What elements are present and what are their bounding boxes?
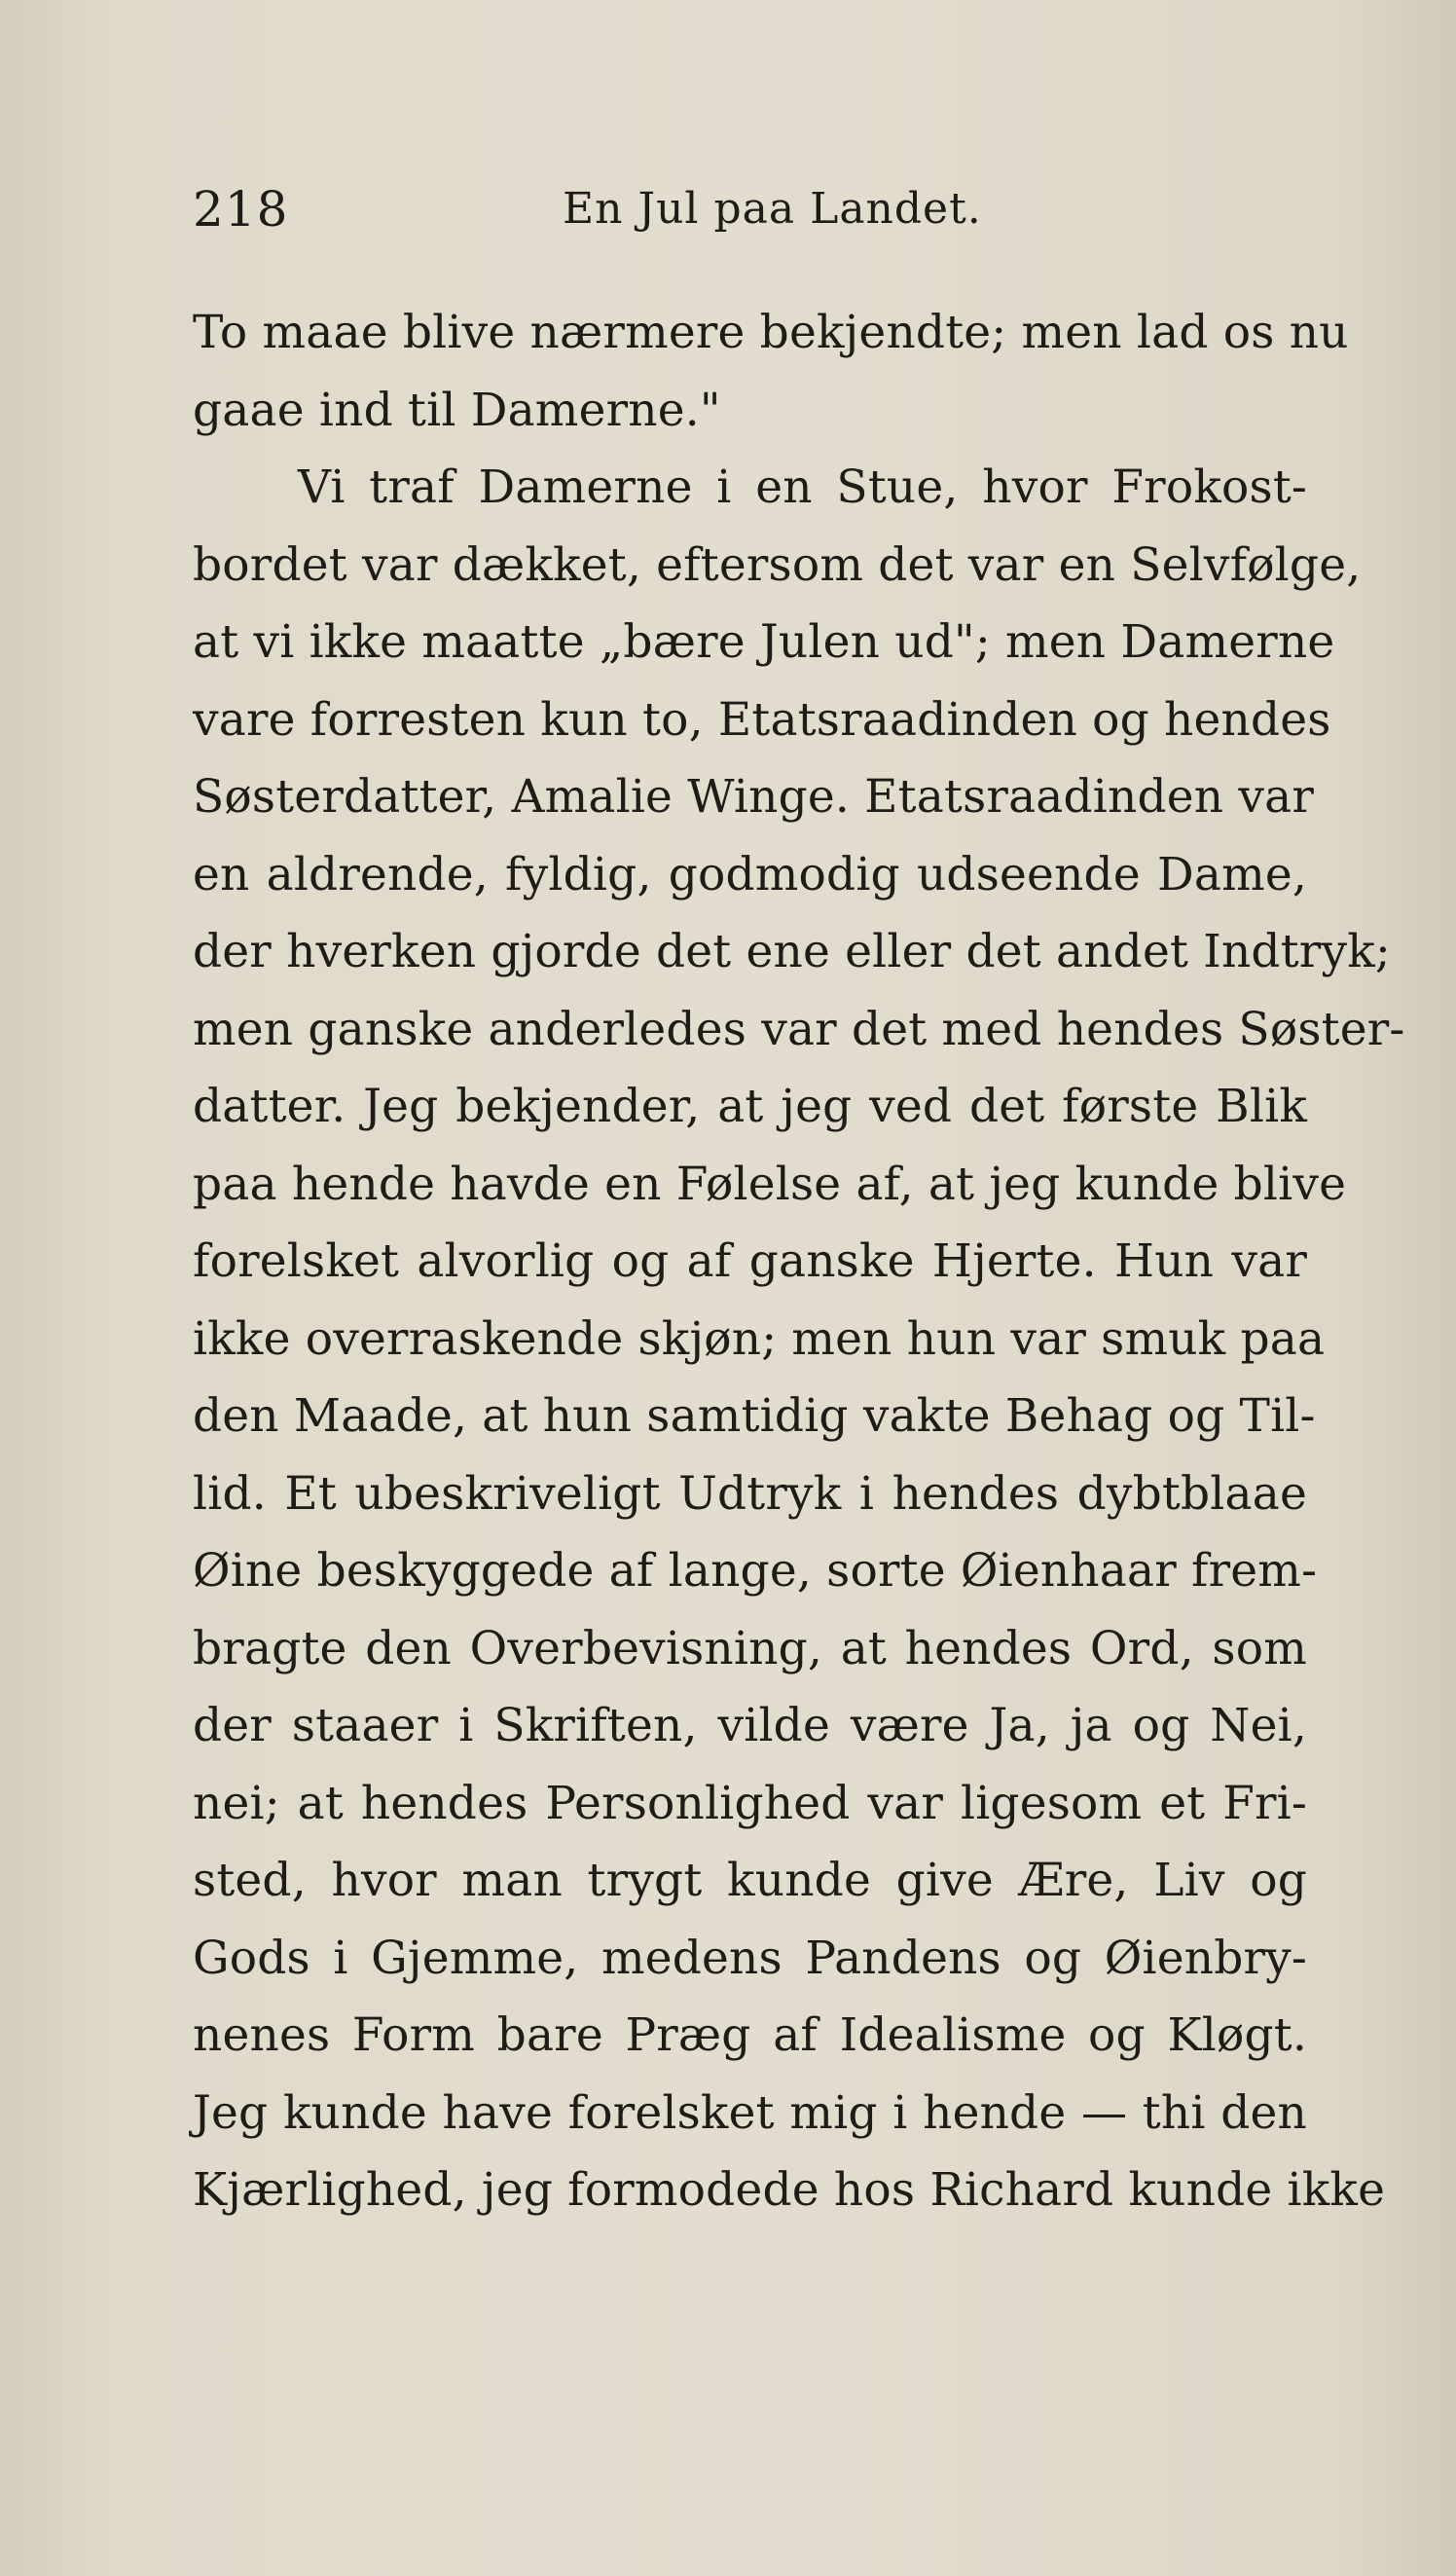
text-line: lid. Et ubeskriveligt Udtryk i hendes dybtblaae [193, 1466, 1307, 1521]
page-number: 218 [193, 181, 289, 238]
text-line: at vi ikke maatte „bære Julen ud"; men Damerne [193, 615, 1335, 669]
text-line: der hverken gjorde det ene eller det andet Indtryk; [193, 925, 1391, 978]
text-line: sted, hvor man trygt kunde give Ære, Liv og [193, 1854, 1307, 1907]
text-line: den Maade, at hun samtidig vakte Behag og Til- [193, 1389, 1316, 1443]
body-text [193, 294, 1405, 2229]
text-line: bordet var dækket, eftersom det var en Selvfølge, [193, 537, 1362, 592]
text-line: Gods i Gjemme, medens Pandens og Øienbry- [193, 1931, 1307, 1985]
text-line: ikke overraskende skjøn; men hun var smuk paa [193, 1311, 1326, 1366]
text-line: Søsterdatter, Amalie Winge. Etatsraadinden var [193, 770, 1315, 824]
text-line: gaae ind til Damerne." [193, 383, 721, 437]
text-line: Vi traf Damerne i en Stue, hvor Frokost- [298, 460, 1307, 514]
running-title: En Jul paa Landet. [563, 184, 982, 234]
text-line: paa hende havde en Følelse af, at jeg kunde blive [193, 1157, 1347, 1211]
text-line: datter. Jeg bekjender, at jeg ved det første Blik [193, 1080, 1307, 1133]
text-line: Kjærlighed, jeg formodede hos Richard kunde ikke [193, 2163, 1386, 2217]
text-line: en aldrende, fyldig, godmodig udseende Dame, [193, 847, 1307, 902]
text-line: Jeg kunde have forelsket mig i hende — thi den [193, 2085, 1307, 2140]
text-line: Øine beskyggede af lange, sorte Øienhaar frem- [193, 1544, 1318, 1598]
text-line: vare forresten kun to, Etatsraadinden og hendes [193, 692, 1331, 747]
text-line: forelsket alvorlig og af ganske Hjerte. Hun var [193, 1234, 1307, 1288]
text-line: bragte den Overbevisning, at hendes Ord, som [193, 1621, 1307, 1675]
text-line: der staaer i Skriften, vilde være Ja, ja og Nei, [193, 1699, 1307, 1752]
text-line: nenes Form bare Præg af Idealisme og Kløgt. [193, 2008, 1307, 2062]
text-line: men ganske anderledes var det med hendes Søster- [193, 1002, 1405, 1056]
text-line: nei; at hendes Personlighed var ligesom et Fri- [193, 1776, 1307, 1830]
page-header [193, 175, 1307, 243]
text-line: To maae blive nærmere bekjendte; men lad os nu [193, 306, 1349, 359]
